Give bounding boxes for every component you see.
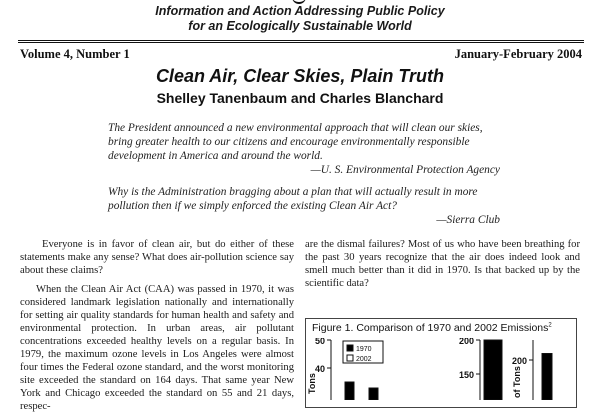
figure-title-footnote: 2 [548,322,552,329]
quote-line: pollution then if we simply enforced the existing Clean Air Act? [108,200,397,212]
masthead-tagline-line2: for an Ecologically Sustainable World [188,19,412,33]
article-authors: Shelley Tanenbaum and Charles Blanchard [156,90,444,106]
quote-line: development in America and around the world. [108,150,323,162]
legend-swatch-2002 [347,355,353,361]
y-tick-label: 150 [458,370,474,380]
figure-title [312,322,552,334]
chart-panel-1 [307,338,383,400]
y-axis-label: Tons [307,373,317,394]
bar-1970 [542,354,552,401]
y-tick-label: 50 [314,338,325,346]
chart-panel-3 [512,340,552,400]
bar-1970 [345,382,354,400]
emissions-chart [305,338,577,400]
y-tick-label: 200 [458,338,474,346]
issue-volume: Volume 4, Number 1 [20,47,130,61]
chart-panel-2 [459,338,502,400]
y-tick-label: 40 [314,364,325,374]
epigraph-attribution-1: —U. S. Environmental Protection Agency [310,164,500,176]
body-paragraph: are the dismal failures? Most of us who have been breathing for the past 30 years recognize that the air does indeed look and smell much better than it did in 1970. Is that backed up by the scientific data? [305,239,580,289]
header-rule-bottom [18,42,584,43]
body-paragraph: Everyone is in favor of clean air, but do either of these statements make any sense? What does air-pollution science say about these claims? [20,239,294,276]
bar-1970 [484,340,502,400]
header-rule-top [18,40,584,41]
article-title: Clean Air, Clear Skies, Plain Truth [155,66,445,86]
epigraph-quote-1 [108,121,518,163]
legend-label-1970: 1970 [356,346,372,353]
issue-line [20,47,582,62]
bar-1970 [369,388,378,400]
legend-label-2002: 2002 [356,356,372,363]
quote-line: The President announced a new environmental approach that will clean our skies, [108,122,483,134]
epigraph-quote-2 [108,185,518,213]
y-axis-label: of Tons [512,366,522,398]
body-right-column [305,238,580,296]
figure-title-text: Figure 1. Comparison of 1970 and 2002 Emissions [312,322,549,334]
body-paragraph: When the Clean Air Act (CAA) was passed in 1970, it was considered landmark legislation nationally and internationally for setting air quality standards for human health and safety and environmental protection. In urban areas, air pollutant concentrations exceeded healthy levels on a regular basis. In 1979, the maximum ozone levels in Los Angeles were almost four times the Federal ozone standard, and the worst monitoring site exceeded the standard on 164 days. That same year New York and Chicago exceeded the standard on 55 and 21 days, respec- [20,284,294,412]
quote-line: bring greater health to our citizens and encourage environmentally responsible [108,136,470,148]
chart-legend [343,341,383,363]
body-left-column [20,238,294,419]
y-tick-label: 200 [511,356,527,366]
quote-line: Why is the Administration bragging about a plan that will actually result in more [108,186,478,198]
issue-date: January-February 2004 [454,47,582,61]
legend-swatch-1970 [347,345,353,351]
masthead-tagline-line1: Information and Action Addressing Public Policy [155,4,445,18]
epigraph-attribution-2: —Sierra Club [436,214,500,226]
